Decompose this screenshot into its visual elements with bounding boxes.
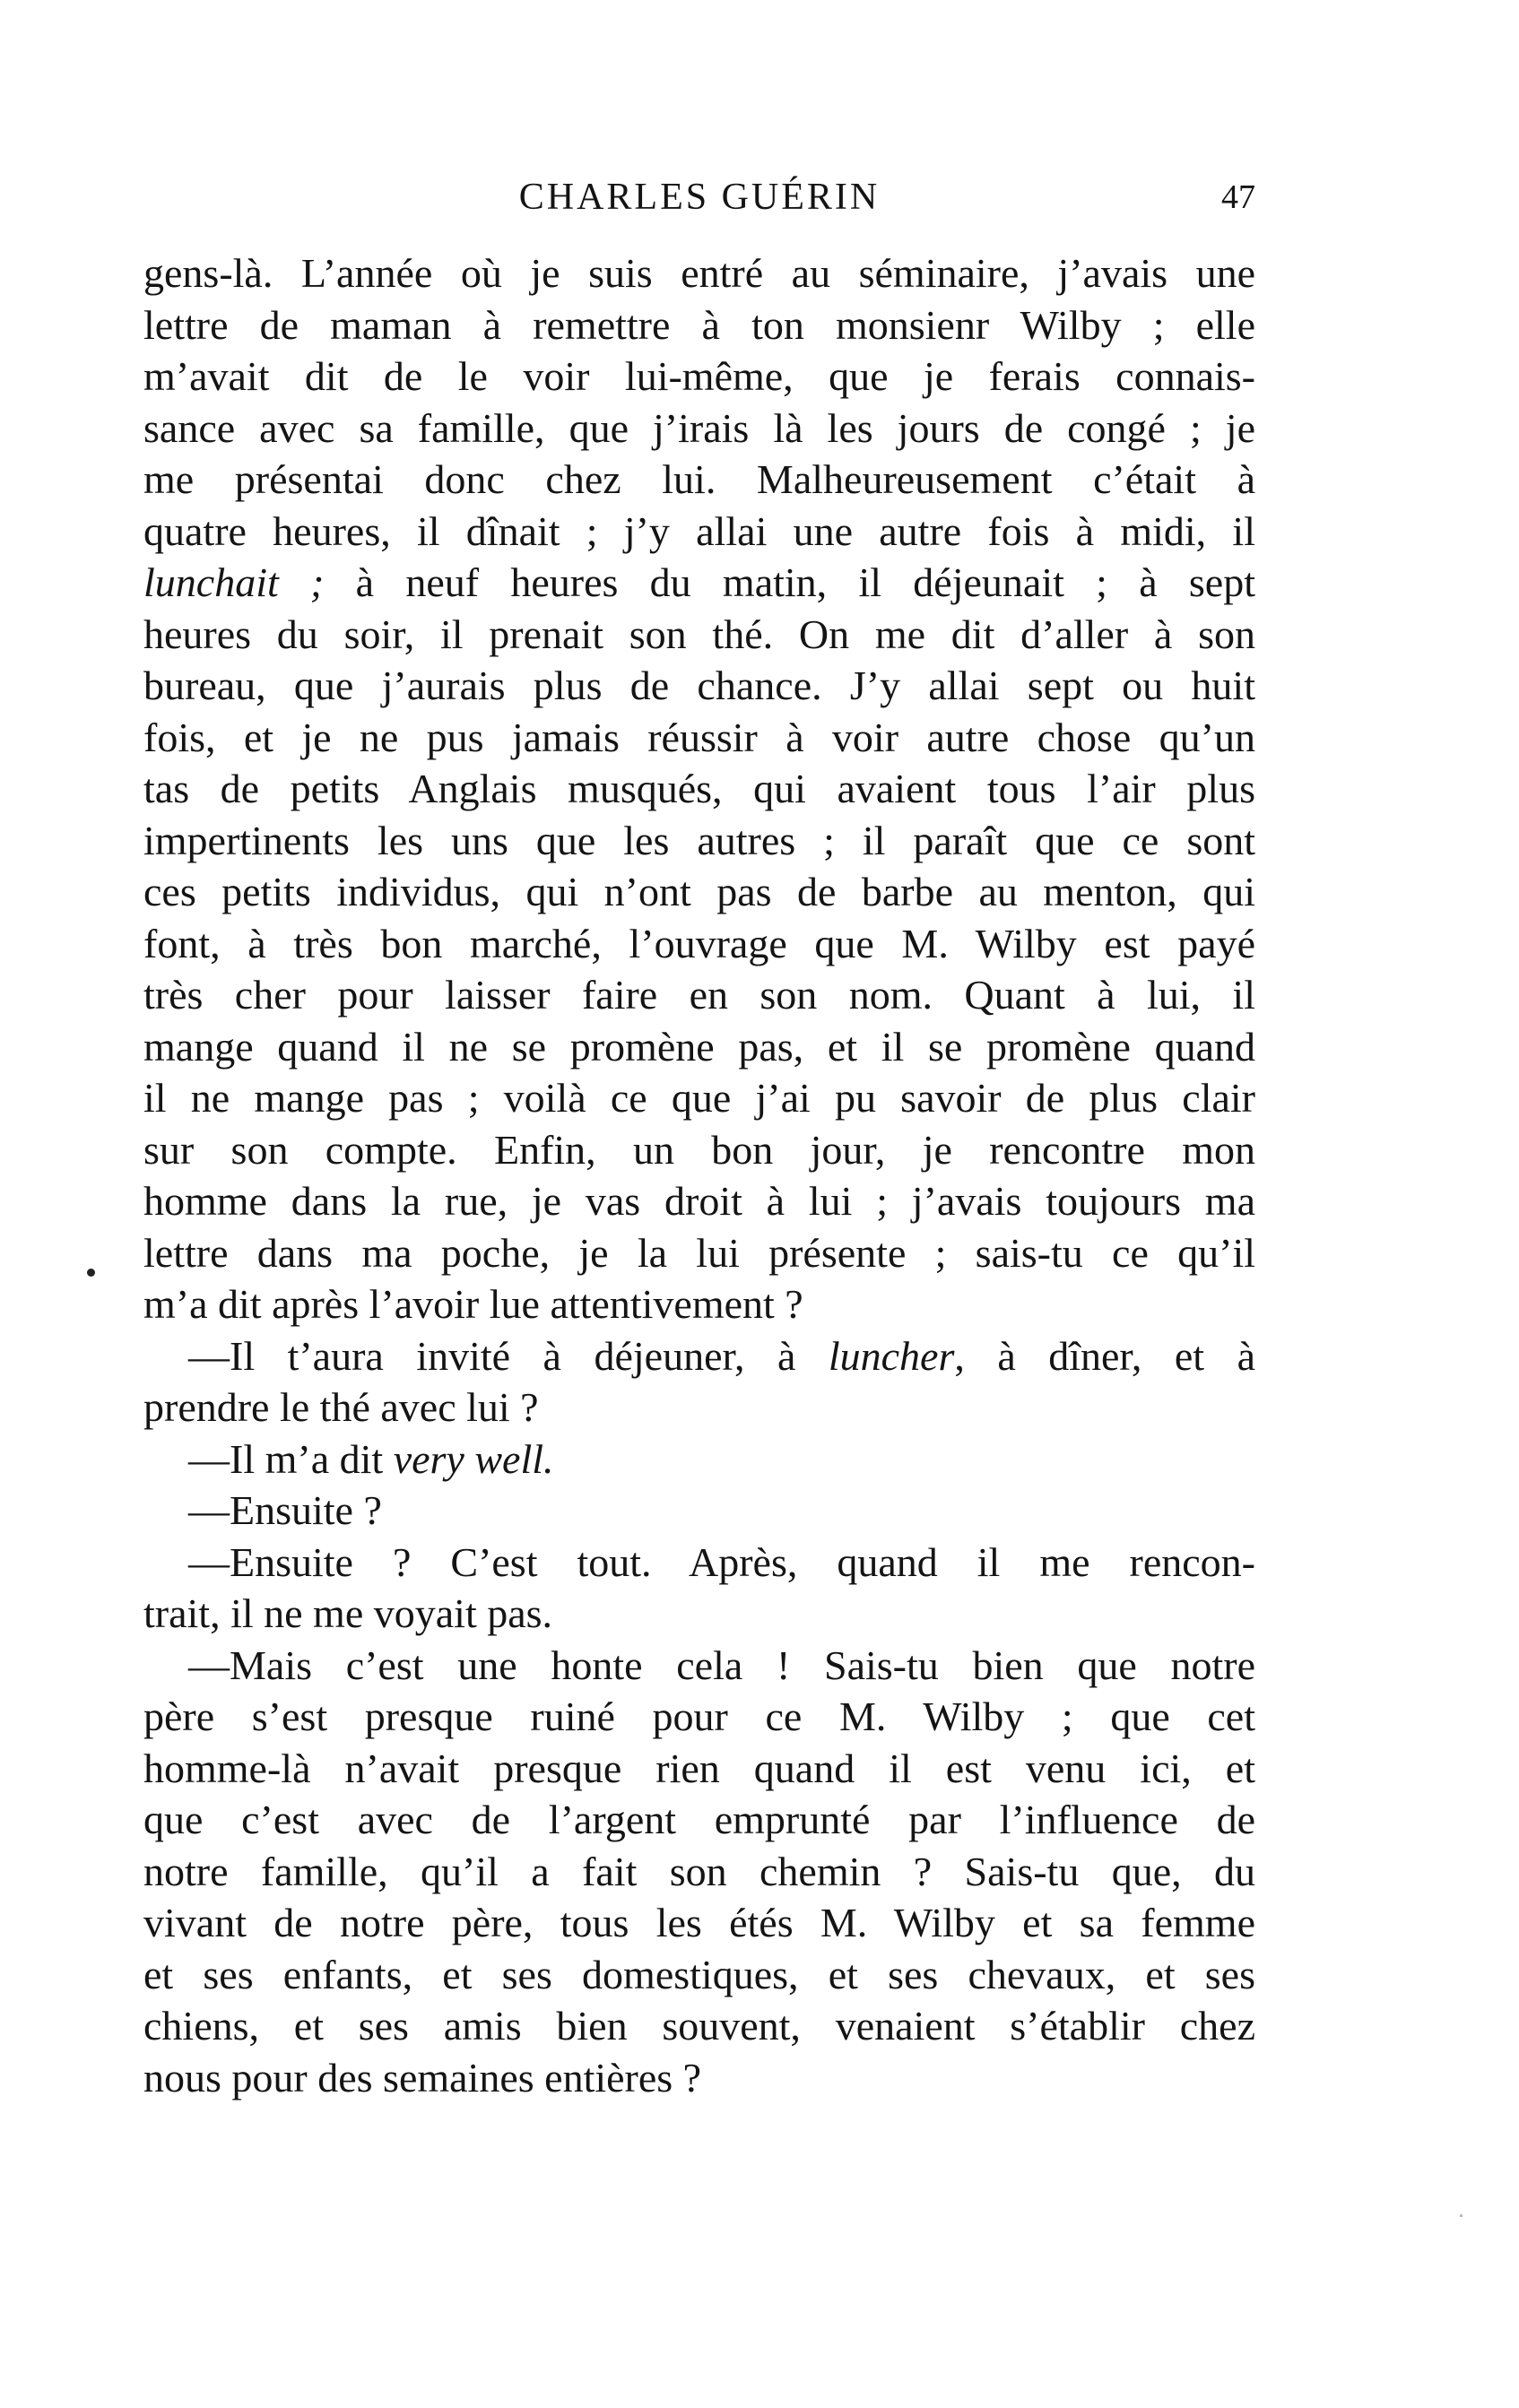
text-line: prendre le thé avec lui ? — [143, 1384, 539, 1430]
dialogue-line: —Mais c’est une honte cela ! Sais-tu bien que notre — [188, 1641, 1255, 1688]
text-line: homme dans la rue, je vas droit à lui ; j’avais toujours ma — [143, 1178, 1255, 1224]
text-line: fois, et je ne pus jamais réussir à voir autre chose qu’un — [143, 714, 1255, 760]
text-line: font, à très bon marché, l’ouvrage que M. Wilby est payé — [143, 920, 1255, 966]
text-line: il ne mange pas ; voilà ce que j’ai pu savoir de plus clair — [143, 1075, 1255, 1121]
page-header — [143, 169, 1255, 226]
text-line: bureau, que j’aurais plus de chance. J’y allai sept ou huit — [143, 663, 1255, 708]
italic-phrase-very-well: very well. — [393, 1435, 554, 1482]
page-number: 47 — [1221, 178, 1255, 216]
text-line: très cher pour laisser faire en son nom. Quant à lui, il — [143, 972, 1255, 1018]
text-line: et ses enfants, et ses domestiques, et ses chevaux, et ses — [143, 1951, 1255, 1997]
text-line: gens-là. L’année où je suis entré au séminaire, j’avais une — [143, 250, 1255, 296]
text-line: chiens, et ses amis bien souvent, venaient s’établir chez — [143, 2003, 1255, 2049]
body-text — [143, 247, 1255, 2103]
italic-word-lunchait: lunchait ; — [143, 559, 325, 605]
paper-speck — [1460, 2214, 1463, 2217]
text-line: homme-là n’avait presque rien quand il est venu ici, et — [143, 1745, 1255, 1791]
text-line: quatre heures, il dînait ; j’y allai une autre fois à midi, il — [143, 507, 1255, 554]
margin-ink-dot — [87, 1269, 95, 1277]
text-line: me présentai donc chez lui. Malheureusement c’était à — [143, 456, 1255, 502]
dialogue-line-italic: —Il m’a dit very well. — [188, 1435, 554, 1482]
text-line: mange quand il ne se promène pas, et il se promène quand — [143, 1023, 1255, 1070]
text-line: trait, il ne me voyait pas. — [143, 1590, 553, 1636]
text-line: père s’est presque ruiné pour ce M. Wilby ; que cet — [143, 1693, 1255, 1739]
text-line: que c’est avec de l’argent emprunté par l’influence de — [143, 1797, 1255, 1842]
text-line: lettre dans ma poche, je la lui présente ; sais-tu ce qu’il — [143, 1229, 1255, 1276]
text-line: nous pour des semaines entières ? — [143, 2054, 702, 2101]
dialogue-line-italic: —Il t’aura invité à déjeuner, à luncher, à dîner, et à — [188, 1332, 1255, 1379]
text-line: notre famille, qu’il a fait son chemin ? Sais-tu que, du — [143, 1848, 1255, 1894]
text-line: m’a dit après l’avoir lue attentivement ? — [143, 1281, 803, 1327]
text-line: sance avec sa famille, que j’irais là les jours de congé ; je — [143, 404, 1255, 451]
text-line: ces petits individus, qui n’ont pas de barbe au menton, qui — [143, 869, 1255, 914]
text-line: heures du soir, il prenait son thé. On me dit d’aller à son — [143, 611, 1255, 657]
running-title: CHARLES GUÉRIN — [518, 177, 881, 218]
text-line: lettre de maman à remettre à ton monsienr Wilby ; elle — [143, 301, 1255, 348]
text-line-italic-start: lunchait ; à neuf heures du matin, il déjeunait ; à sept — [143, 559, 1255, 605]
italic-word-luncher: luncher — [828, 1332, 955, 1379]
text-line: tas de petits Anglais musqués, qui avaient tous l’air plus — [143, 766, 1255, 811]
text-line: impertinents les uns que les autres ; il paraît que ce sont — [143, 817, 1255, 863]
text-line: m’avait dit de le voir lui-même, que je ferais connais- — [143, 353, 1255, 399]
text-line: sur son compte. Enfin, un bon jour, je rencontre mon — [143, 1126, 1255, 1173]
text-line: vivant de notre père, tous les étés M. Wilby et sa femme — [143, 1900, 1255, 1945]
dialogue-line: —Ensuite ? C’est tout. Après, quand il me rencon- — [188, 1538, 1255, 1585]
dialogue-line: —Ensuite ? — [188, 1487, 382, 1533]
